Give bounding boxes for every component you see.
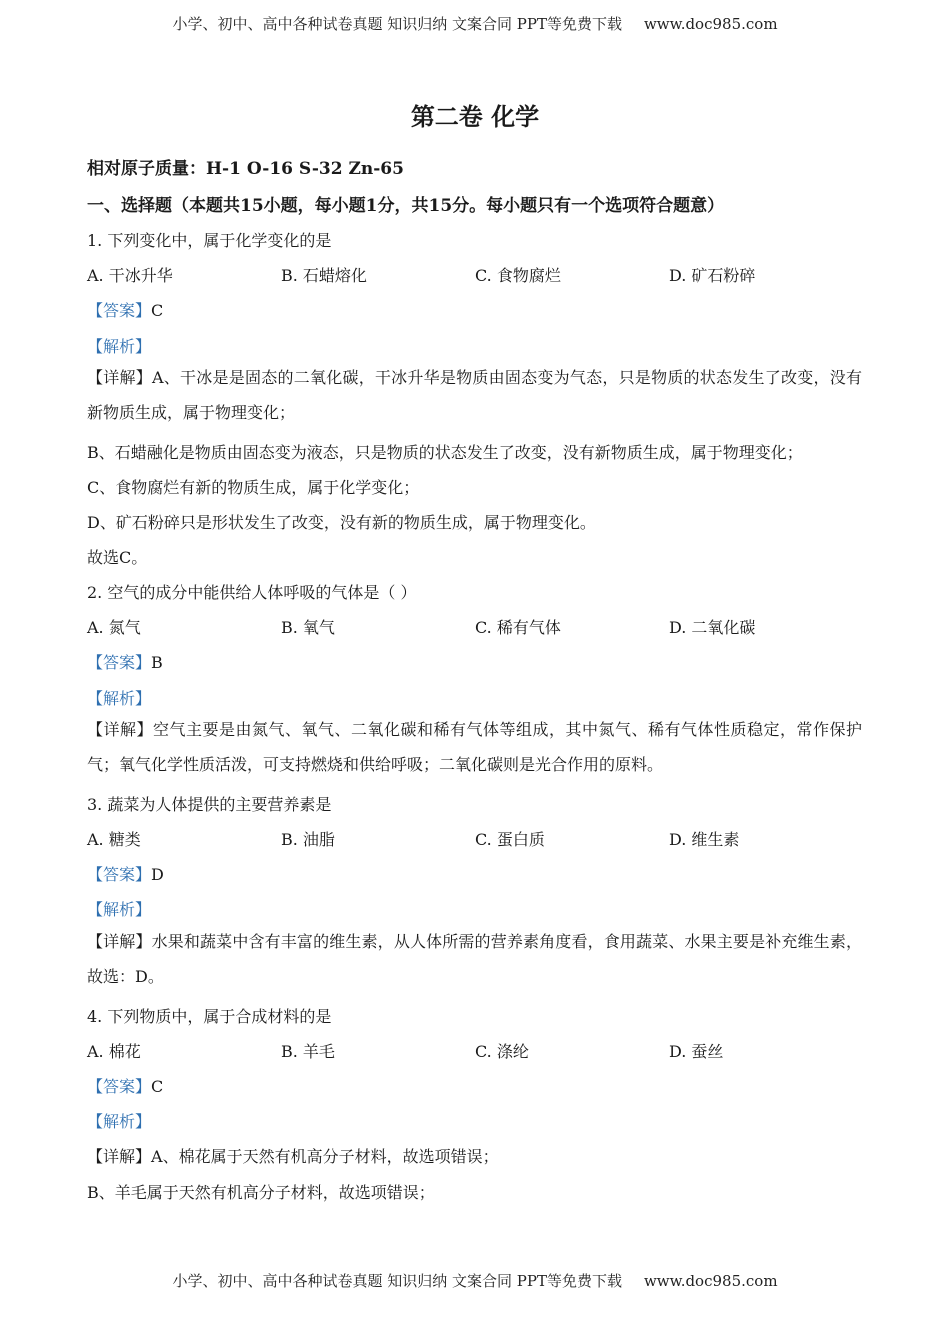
q4-detail-a (87, 1144, 499, 1167)
q1-conclusion: 故选C。 (87, 548, 148, 567)
detail-label: 【详解】 (87, 720, 153, 739)
q4-option-c: C. 涤纶 (475, 1042, 529, 1061)
analysis-label: 【解析】 (87, 900, 152, 919)
q2-option-d: D. 二氧化碳 (669, 618, 756, 637)
q2-option-a: A. 氮气 (87, 618, 141, 637)
q1-detail-d: D、矿石粉碎只是形状发生了改变，没有新的物质生成，属于物理变化。 (87, 513, 596, 532)
q1-detail-a (87, 360, 862, 430)
detail-label: 【详解】 (87, 368, 152, 387)
answer-label: 【答案】 (87, 301, 152, 320)
q3-answer-value: D (151, 865, 164, 884)
q2-option-b: B. 氧气 (281, 618, 335, 637)
q4-detail-b: B、羊毛属于天然有机高分子材料，故选项错误； (87, 1183, 435, 1202)
q3-answer (87, 862, 164, 885)
q1-detail-a-text: A、干冰是是固态的二氧化碳，干冰升华是物质由固态变为气态，只是物质的状态发生了改变，没有新物质生成，属于物理变化； (87, 368, 862, 422)
q4-answer (87, 1074, 163, 1097)
page-footer (0, 1270, 950, 1291)
q2-detail (87, 712, 862, 782)
q1-option-c: C. 食物腐烂 (475, 266, 561, 285)
q2-stem: 2. 空气的成分中能供给人体呼吸的气体是（ ） (87, 583, 417, 602)
analysis-label: 【解析】 (87, 689, 152, 708)
q3-option-d: D. 维生素 (669, 830, 740, 849)
answer-label: 【答案】 (87, 1077, 152, 1096)
q4-option-b: B. 羊毛 (281, 1042, 335, 1061)
detail-label: 【详解】 (87, 1147, 152, 1166)
q2-answer (87, 650, 163, 673)
q1-analysis (87, 334, 151, 357)
q1-option-d: D. 矿石粉碎 (669, 266, 756, 285)
q2-option-c: C. 稀有气体 (475, 618, 561, 637)
q2-analysis (87, 686, 151, 709)
page-header (0, 13, 950, 34)
q1-stem: 1. 下列变化中，属于化学变化的是 (87, 231, 332, 250)
q1-answer-value: C (151, 301, 164, 320)
q3-option-b: B. 油脂 (281, 830, 335, 849)
answer-label: 【答案】 (87, 653, 152, 672)
q4-stem: 4. 下列物质中，属于合成材料的是 (87, 1007, 332, 1026)
answer-label: 【答案】 (87, 865, 152, 884)
q4-detail-a-text: A、棉花属于天然有机高分子材料，故选项错误； (151, 1147, 499, 1166)
header-text: 小学、初中、高中各种试卷真题 知识归纳 文案合同 PPT等免费下载 (172, 15, 622, 33)
detail-label: 【详解】 (87, 932, 152, 951)
analysis-label: 【解析】 (87, 337, 152, 356)
page-title: 第二卷 化学 (410, 102, 540, 131)
footer-site: www.doc985.com (643, 1272, 778, 1290)
q4-option-d: D. 蚕丝 (669, 1042, 724, 1061)
q1-detail-b: B、石蜡融化是物质由固态变为液态，只是物质的状态发生了改变，没有新物质生成，属于物理变化； (87, 443, 803, 462)
q1-option-b: B. 石蜡熔化 (281, 266, 367, 285)
analysis-label: 【解析】 (87, 1112, 152, 1131)
q4-answer-value: C (151, 1077, 164, 1096)
header-site: www.doc985.com (643, 15, 778, 33)
q3-stem: 3. 蔬菜为人体提供的主要营养素是 (87, 795, 332, 814)
q3-detail-text: 水果和蔬菜中含有丰富的维生素，从人体所需的营养素角度看，食用蔬菜、水果主要是补充维生素，故选：D。 (87, 932, 862, 986)
q2-answer-value: B (151, 653, 163, 672)
q1-answer (87, 298, 163, 321)
q3-option-c: C. 蛋白质 (475, 830, 545, 849)
footer-text: 小学、初中、高中各种试卷真题 知识归纳 文案合同 PPT等免费下载 (172, 1272, 622, 1290)
q3-analysis (87, 897, 151, 920)
section-heading: 一、选择题（本题共15小题，每小题1分，共15分。每小题只有一个选项符合题意） (87, 196, 725, 216)
q4-analysis (87, 1109, 151, 1132)
q3-option-a: A. 糖类 (87, 830, 141, 849)
q1-option-a: A. 干冰升华 (87, 266, 173, 285)
atomic-mass: 相对原子质量：H-1 O-16 S-32 Zn-65 (87, 159, 404, 179)
q3-detail (87, 924, 862, 994)
q2-detail-text: 空气主要是由氮气、氧气、二氧化碳和稀有气体等组成，其中氮气、稀有气体性质稳定，常作保护气；氧气化学性质活泼，可支持燃烧和供给呼吸；二氧化碳则是光合作用的原料。 (87, 720, 862, 774)
q1-detail-c: C、食物腐烂有新的物质生成，属于化学变化； (87, 478, 420, 497)
q4-option-a: A. 棉花 (87, 1042, 141, 1061)
